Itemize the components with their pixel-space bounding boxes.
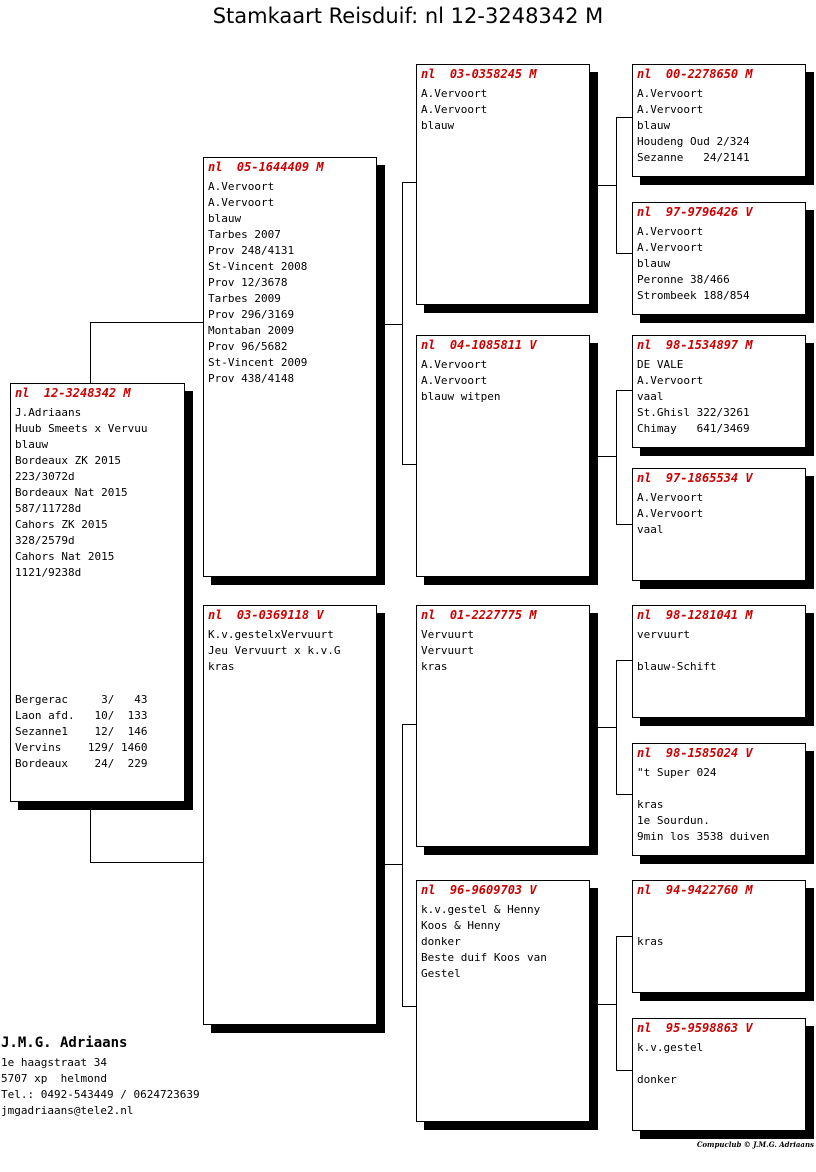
ring-number: nl 03-0358245 M xyxy=(421,67,537,81)
info-line: k.v.gestel & Henny xyxy=(421,903,541,916)
info-line xyxy=(637,643,801,659)
info-line: A.Vervoort xyxy=(421,103,488,116)
info-line: A.Vervoort xyxy=(208,180,275,193)
info-line: A.Vervoort xyxy=(637,374,704,387)
info-line: "t Super 024 xyxy=(637,766,717,779)
info-line: vervuurt xyxy=(637,628,690,641)
info-line: A.Vervoort xyxy=(637,241,704,254)
info-line: Bordeaux ZK 2015 xyxy=(15,454,121,467)
result-line: Vervins 129/ 1460 xyxy=(15,741,148,754)
connector-line xyxy=(616,660,632,661)
info-line: Gestel xyxy=(421,967,461,980)
info-line: St.Ghisl 322/3261 xyxy=(637,406,750,419)
info-line: St-Vincent 2009 xyxy=(208,356,308,369)
result-line: Bordeaux 24/ 229 xyxy=(15,757,148,770)
main-pigeon-card xyxy=(10,383,185,802)
connector-line xyxy=(90,809,91,862)
connector-line xyxy=(90,322,91,383)
info-line xyxy=(637,781,801,797)
info-line: A.Vervoort xyxy=(421,358,488,371)
info-line: Koos & Henny xyxy=(421,919,501,932)
info-line: A.Vervoort xyxy=(637,507,704,520)
info-line: blauw-Schift xyxy=(637,660,717,673)
connector-line xyxy=(597,456,616,457)
info-line: vaal xyxy=(637,390,664,403)
dam-sire-sire-card xyxy=(632,605,806,718)
connector-line xyxy=(616,660,617,794)
info-line: Sezanne 24/2141 xyxy=(637,151,750,164)
connector-line xyxy=(384,324,402,325)
info-line: 1121/9238d xyxy=(15,566,82,579)
info-line: Vervuurt xyxy=(421,644,474,657)
owner-email: jmgadriaans@tele2.nl xyxy=(1,1104,134,1117)
connector-line xyxy=(402,182,403,464)
info-line: Vervuurt xyxy=(421,628,474,641)
info-line xyxy=(637,1056,801,1072)
sire-card xyxy=(203,157,377,577)
info-line: A.Vervoort xyxy=(421,374,488,387)
connector-line xyxy=(616,1070,632,1071)
info-line: Prov 96/5682 xyxy=(208,340,288,353)
info-line: blauw xyxy=(421,119,455,132)
info-line: blauw witpen xyxy=(421,390,501,403)
info-line: donker xyxy=(637,1073,677,1086)
connector-line xyxy=(616,117,617,253)
ring-number: nl 05-1644409 M xyxy=(208,160,324,174)
info-line: 9min los 3538 duiven xyxy=(637,830,770,843)
connector-line xyxy=(597,185,616,186)
sire-dam-dam-card xyxy=(632,468,806,581)
info-line: Beste duif Koos van xyxy=(421,951,547,964)
info-line: Prov 248/4131 xyxy=(208,244,295,257)
info-line: Cahors Nat 2015 xyxy=(15,550,115,563)
ring-number: nl 98-1281041 M xyxy=(637,608,753,622)
info-line: 587/11728d xyxy=(15,502,82,515)
info-line: Houdeng Oud 2/324 xyxy=(637,135,750,148)
info-line: DE VALE xyxy=(637,358,684,371)
info-line: St-Vincent 2008 xyxy=(208,260,308,273)
connector-line xyxy=(616,390,617,524)
connector-line xyxy=(90,862,204,863)
dam-dam-card xyxy=(416,880,590,1122)
connector-line xyxy=(402,1006,416,1007)
result-line: Sezanne1 12/ 146 xyxy=(15,725,148,738)
info-line: A.Vervoort xyxy=(637,225,704,238)
ring-number: nl 97-9796426 V xyxy=(637,205,753,219)
info-line xyxy=(637,902,801,918)
info-line: kras xyxy=(637,935,664,948)
owner-block xyxy=(1,1034,200,1119)
connector-line xyxy=(402,724,403,1006)
ring-number: nl 97-1865534 V xyxy=(637,471,753,485)
ring-number: nl 12-3248342 M xyxy=(15,386,131,400)
info-line: Cahors ZK 2015 xyxy=(15,518,108,531)
info-line: A.Vervoort xyxy=(637,491,704,504)
owner-name: J.M.G. Adriaans xyxy=(1,1035,128,1051)
info-line: Strombeek 188/854 xyxy=(637,289,750,302)
sire-sire-card xyxy=(416,64,590,305)
info-line: K.v.gestelxVervuurt xyxy=(208,628,334,641)
info-line: vaal xyxy=(637,523,664,536)
connector-line xyxy=(597,727,616,728)
ring-number: nl 95-9598863 V xyxy=(637,1021,753,1035)
ring-number: nl 98-1534897 M xyxy=(637,338,753,352)
connector-line xyxy=(402,724,416,725)
info-line: 1e Sourdun. xyxy=(637,814,710,827)
dam-dam-dam-card xyxy=(632,1018,806,1131)
connector-line xyxy=(597,1004,616,1005)
info-line: kras xyxy=(637,798,664,811)
dam-dam-sire-card xyxy=(632,880,806,993)
info-line: Peronne 38/466 xyxy=(637,273,730,286)
copyright-footer: Compuclub © J.M.G. Adriaans xyxy=(696,1140,814,1149)
info-line: Prov 438/4148 xyxy=(208,372,295,385)
info-line: 328/2579d xyxy=(15,534,75,547)
info-line: Prov 12/3678 xyxy=(208,276,288,289)
connector-line xyxy=(384,864,402,865)
ring-number: nl 01-2227775 M xyxy=(421,608,537,622)
connector-line xyxy=(616,936,632,937)
info-line: kras xyxy=(208,660,235,673)
dam-sire-dam-card xyxy=(632,743,806,856)
connector-line xyxy=(616,936,617,1070)
info-line: A.Vervoort xyxy=(208,196,275,209)
info-line: blauw xyxy=(637,119,671,132)
info-line: J.Adriaans xyxy=(15,406,82,419)
connector-line xyxy=(616,524,632,525)
result-line: Bergerac 3/ 43 xyxy=(15,693,148,706)
info-line: Montaban 2009 xyxy=(208,324,295,337)
info-line: Bordeaux Nat 2015 xyxy=(15,486,128,499)
ring-number: nl 03-0369118 V xyxy=(208,608,324,622)
connector-line xyxy=(616,390,632,391)
connector-line xyxy=(616,117,632,118)
sire-dam-card xyxy=(416,335,590,577)
info-line: blauw xyxy=(208,212,242,225)
info-line xyxy=(637,918,801,934)
info-line: Tarbes 2009 xyxy=(208,292,281,305)
owner-postcode: 5707 xp helmond xyxy=(1,1072,107,1085)
info-line: blauw xyxy=(637,257,671,270)
info-line: kras xyxy=(421,660,448,673)
ring-number: nl 96-9609703 V xyxy=(421,883,537,897)
result-line: Laon afd. 10/ 133 xyxy=(15,709,148,722)
info-line: Jeu Vervuurt x k.v.G xyxy=(208,644,341,657)
connector-line xyxy=(90,322,204,323)
owner-address: 1e haagstraat 34 xyxy=(1,1056,107,1069)
connector-line xyxy=(616,253,632,254)
info-line: Huub Smeets x Vervuu xyxy=(15,422,148,435)
info-line: donker xyxy=(421,935,461,948)
page-title: Stamkaart Reisduif: nl 12-3248342 M xyxy=(212,4,604,28)
sire-sire-sire-card xyxy=(632,64,806,177)
ring-number: nl 04-1085811 V xyxy=(421,338,537,352)
info-line: A.Vervoort xyxy=(637,103,704,116)
ring-number: nl 98-1585024 V xyxy=(637,746,753,760)
info-line: blauw xyxy=(15,438,49,451)
dam-card xyxy=(203,605,377,1025)
sire-sire-dam-card xyxy=(632,202,806,315)
owner-phone: Tel.: 0492-543449 / 0624723639 xyxy=(1,1088,200,1101)
info-line: k.v.gestel xyxy=(637,1041,704,1054)
info-line: Chimay 641/3469 xyxy=(637,422,750,435)
info-line: 223/3072d xyxy=(15,470,75,483)
ring-number: nl 00-2278650 M xyxy=(637,67,753,81)
info-line: A.Vervoort xyxy=(421,87,488,100)
info-line: Prov 296/3169 xyxy=(208,308,295,321)
dam-sire-card xyxy=(416,605,590,847)
ring-number: nl 94-9422760 M xyxy=(637,883,753,897)
connector-line xyxy=(402,464,416,465)
info-line: A.Vervoort xyxy=(637,87,704,100)
connector-line xyxy=(402,182,416,183)
connector-line xyxy=(616,794,632,795)
sire-dam-sire-card xyxy=(632,335,806,448)
info-line: Tarbes 2007 xyxy=(208,228,281,241)
